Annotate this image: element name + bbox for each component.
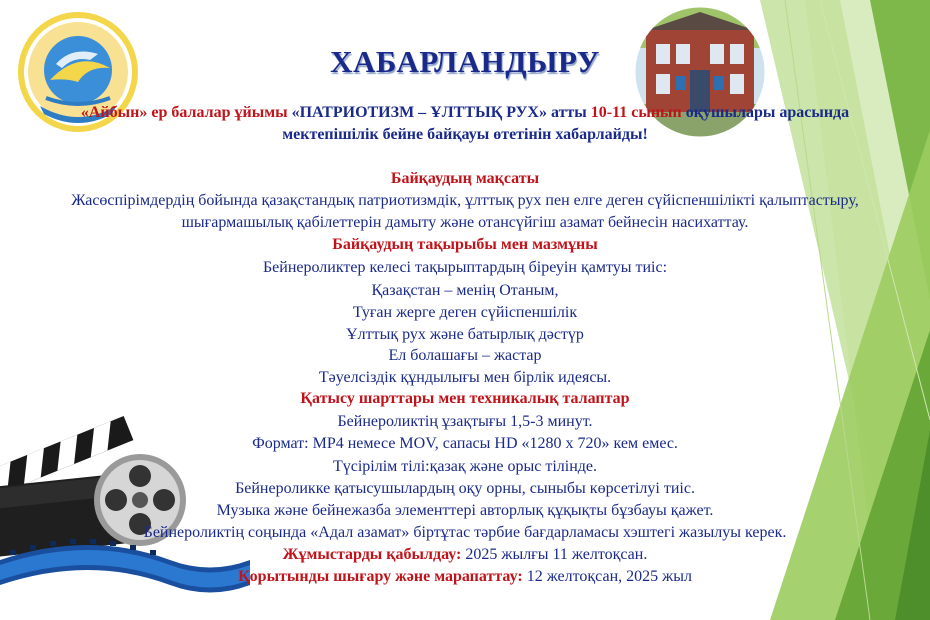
goal-text-line-1: Жасөспірімдердің бойында қазақстандық патриотизмдік, ұлттық рух пен елге деген сүйіспеншілікті қалыптастыру,	[71, 192, 859, 209]
topic-item: Тәуелсіздік құндылығы мен бірлік идеясы.	[318, 369, 612, 386]
intro-attah: атты	[550, 104, 587, 121]
topic-item: Ұлттық рух және батырлық дәстүр	[346, 326, 584, 343]
goal-heading: Байқаудың мақсаты	[390, 170, 540, 187]
intro-between: оқушылары арасында	[685, 104, 850, 121]
requirement-item: Музыка және бейнежазба элементтері авторлық құқықты бұзбауы қажет.	[216, 502, 714, 519]
topic-item: Ел болашағы – жастар	[388, 347, 542, 364]
goal-text-line-2: шығармашылық қабілеттерін дамыту және отансүйгіш азамат бейнесін насихаттау.	[181, 214, 749, 231]
acceptance-label: Жұмыстарды қабылдау:	[282, 546, 462, 563]
results-value: 12 желтоқсан, 2025 жыл	[526, 568, 692, 585]
topic-item: Туған жерге деген сүйіспеншілік	[352, 304, 578, 321]
results-date-line	[0, 568, 930, 586]
page-title: ХАБАРЛАНДЫРУ	[330, 44, 600, 79]
requirement-item: Түсірілім тілі:қазақ және орыс тілінде.	[332, 458, 598, 475]
requirement-item: Формат: MP4 немесе MOV, сапасы HD «1280 x 720» кем емес.	[252, 435, 678, 452]
grades: 10-11 сынып	[590, 104, 682, 121]
requirement-item: Бейнероликке қатысушылардың оқу орны, сыныбы көрсетілуі тиіс.	[235, 480, 695, 497]
acceptance-value: 2025 жылғы 11 желтоқсан.	[465, 546, 648, 563]
requirement-item: Бейнероликтің ұзақтығы 1,5-3 минут.	[337, 413, 593, 430]
contest-name: «ПАТРИОТИЗМ – ҰЛТТЫҚ РУХ»	[291, 104, 547, 121]
topic-item: Қазақстан – менің Отаным,	[371, 282, 559, 299]
intro-line-1	[0, 104, 930, 122]
results-label: Қорытынды шығару және марапаттау:	[238, 568, 523, 585]
requirements-heading: Қатысу шарттары мен техникалық талаптар	[300, 390, 630, 407]
acceptance-date-line	[0, 546, 930, 564]
intro-line-2: мектепішілік бейне байқауы өтетінін хабарлайды!	[282, 126, 648, 143]
topic-heading: Байқаудың тақырыбы мен мазмұны	[332, 236, 598, 253]
requirement-item: Бейнероликтің соңында «Адал азамат» біртұтас тәрбие бағдарламасы хэштегі жазылуы керек.	[143, 524, 787, 541]
org-name: «Айбын» ер балалар ұйымы	[80, 104, 288, 121]
topic-intro: Бейнероликтер келесі тақырыптардың біреуін қамтуы тиіс:	[262, 259, 668, 276]
